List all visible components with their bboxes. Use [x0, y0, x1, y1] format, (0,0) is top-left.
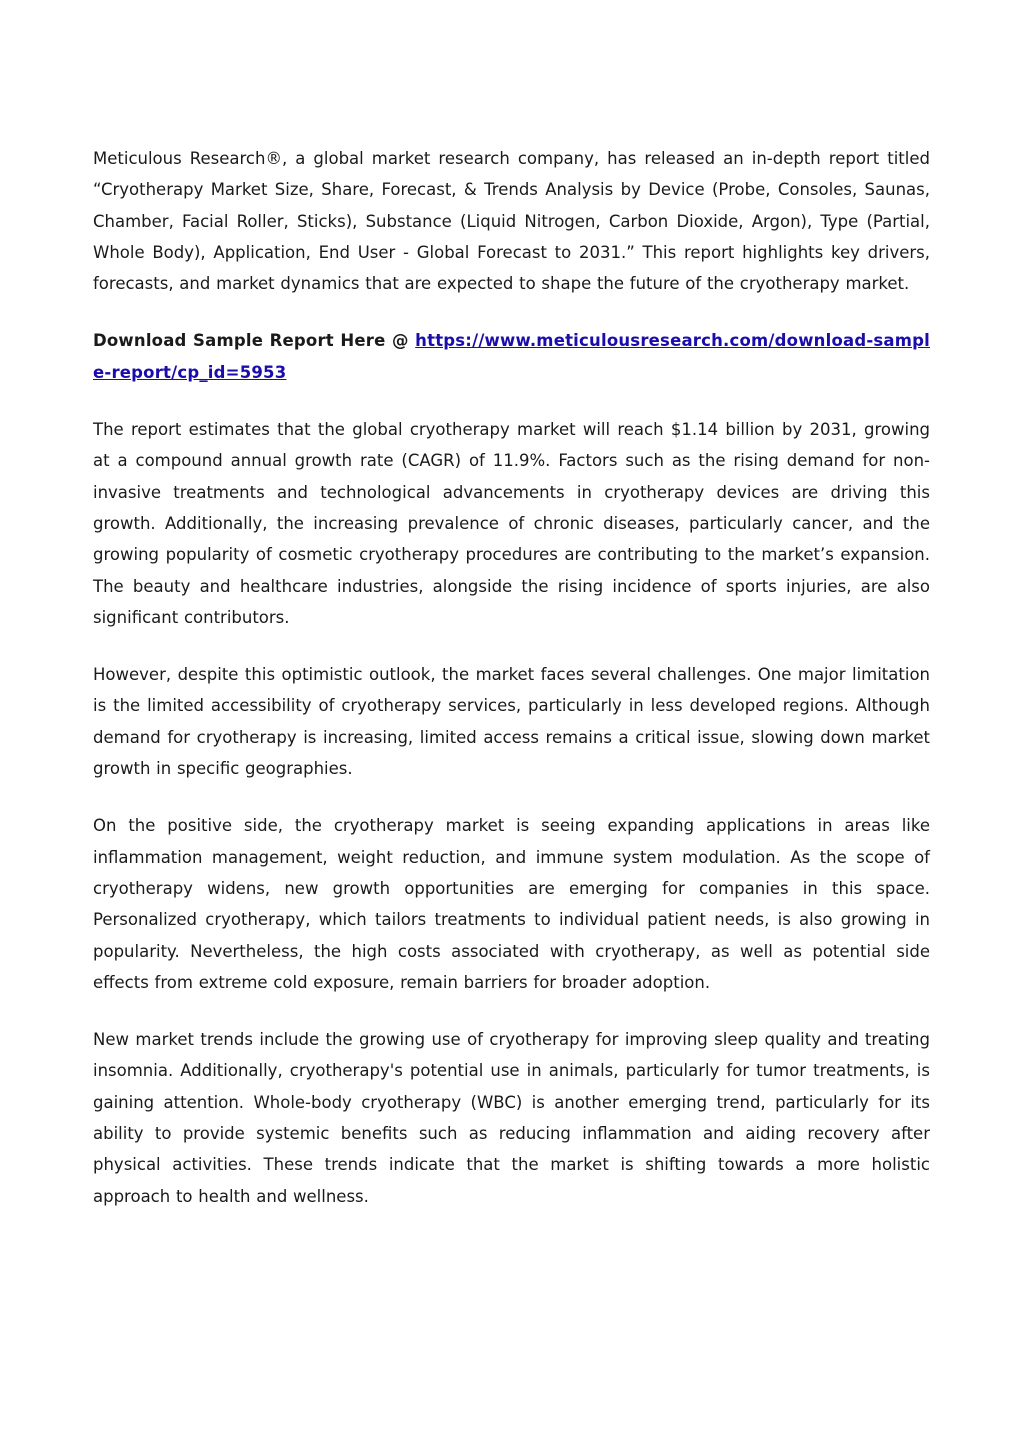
intro-paragraph: Meticulous Research®, a global market research company, has released an in-depth report titled “Cryotherapy Market Size, Share, Forecast, & Trends Analysis by Device (Probe, Consoles, Saunas, Chamber, Facial Roller, Sticks), Substance (Liquid Nitrogen, Carbon Dioxide, Argon), Type (Partial, Whole Body), Application, End User - Global Forecast to 2031.” This report highlights key drivers, forecasts, and market dynamics that are expected to shape the future of the cryotherapy market.: [93, 149, 930, 294]
download-label: Download Sample Report Here @: [93, 331, 416, 351]
market-estimate-paragraph: The report estimates that the global cryotherapy market will reach $1.14 billion by 2031, growing at a compound annual growth rate (CAGR) of 11.9%. Factors such as the rising demand for non-invasive treatments and technological advancements in cryotherapy devices are driving this growth. Additionally, the increasing prevalence of chronic diseases, particularly cancer, and the growing popularity of cosmetic cryotherapy procedures are contributing to the market’s expansion. The beauty and healthcare industries, alongside the rising incidence of sports injuries, are also significant contributors.: [93, 420, 930, 627]
opportunities-paragraph: On the positive side, the cryotherapy market is seeing expanding applications in areas like inflammation management, weight reduction, and immune system modulation. As the scope of cryotherapy widens, new growth opportunities are emerging for companies in this space. Personalized cryotherapy, which tailors treatments to individual patient needs, is also growing in popularity. Nevertheless, the high costs associated with cryotherapy, as well as potential side effects from extreme cold exposure, remain barriers for broader adoption.: [93, 816, 930, 992]
document-page: [93, 143, 930, 1238]
trends-paragraph: New market trends include the growing use of cryotherapy for improving sleep quality and treating insomnia. Additionally, cryotherapy's potential use in animals, particularly for tumor treatments, is gaining attention. Whole-body cryotherapy (WBC) is another emerging trend, particularly for its ability to provide systemic benefits such as reducing inflammation and aiding recovery after physical activities. These trends indicate that the market is shifting towards a more holistic approach to health and wellness.: [93, 1030, 930, 1206]
challenges-paragraph: However, despite this optimistic outlook, the market faces several challenges. One major limitation is the limited accessibility of cryotherapy services, particularly in less developed regions. Although demand for cryotherapy is increasing, limited access remains a critical issue, slowing down market growth in specific geographies.: [93, 665, 930, 779]
download-sample-link[interactable]: https://www.meticulousresearch.com/download-sample-report/cp_id=5953: [93, 331, 930, 382]
download-sample-line: [93, 325, 930, 388]
